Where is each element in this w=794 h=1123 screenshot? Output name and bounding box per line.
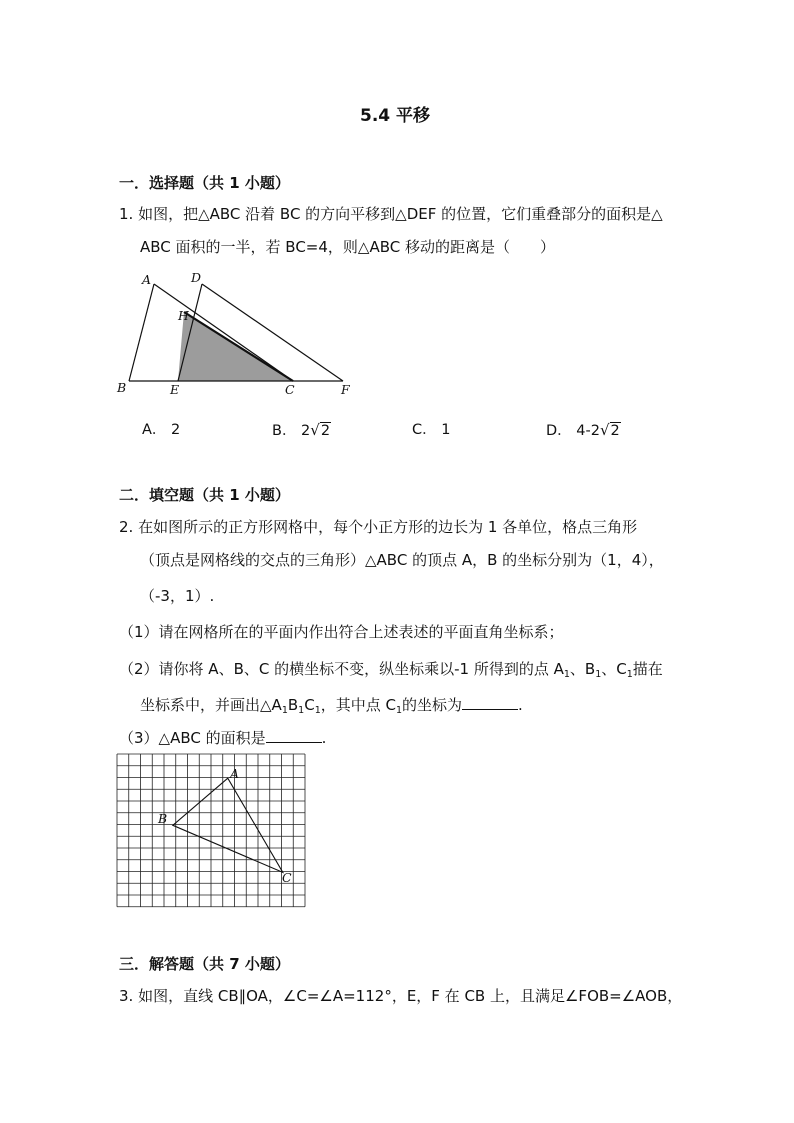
section-heading-fill: 二．填空题（共 1 小题） <box>119 486 290 504</box>
text-fragment: ，其中点 C <box>320 696 396 714</box>
subscript: 1 <box>298 705 305 716</box>
answer-blank[interactable] <box>266 730 322 743</box>
page-title: 5.4 平移 <box>360 106 431 126</box>
label-e: E <box>170 382 180 397</box>
text-fragment: 的坐标为 <box>402 696 463 714</box>
question-1-line-2: ABC 面积的一半，若 BC=4，则△ABC 移动的距离是（ ） <box>140 238 555 256</box>
grid-label-a: A <box>230 766 240 781</box>
question-2-part-2-line-1 <box>119 660 663 680</box>
grid-label-b: B <box>158 811 168 826</box>
sqrt-sign: √2 <box>310 421 331 439</box>
text-fragment: 、C <box>601 660 627 678</box>
subscript: 1 <box>395 705 403 716</box>
label-b: B <box>117 380 127 395</box>
question-1-line-1: 1. 如图，把△ABC 沿着 BC 的方向平移到△DEF 的位置，它们重叠部分的面积是△ <box>119 205 663 223</box>
translation-triangles-figure <box>114 270 354 400</box>
text-fragment: （3）△ABC 的面积是 <box>119 729 266 747</box>
label-c: C <box>285 382 295 397</box>
subscript: 1 <box>595 669 602 680</box>
section-heading-choice: 一．选择题（共 1 小题） <box>119 174 290 192</box>
square-grid <box>117 754 305 907</box>
label-h: H <box>178 308 189 323</box>
option-b-prefix: B． 2 <box>272 423 311 439</box>
question-2-part-2-line-2 <box>140 696 523 716</box>
question-2-line-3: （-3，1）. <box>140 587 215 605</box>
label-f: F <box>341 382 350 397</box>
label-a: A <box>142 272 152 287</box>
text-fragment: （2）请你将 A、B、C 的横坐标不变，纵坐标乘以-1 所得到的点 A <box>119 660 564 678</box>
sqrt-sign: √2 <box>599 421 620 439</box>
answer-blank[interactable] <box>462 697 518 710</box>
subscript: 1 <box>281 705 288 716</box>
text-fragment: . <box>518 696 523 714</box>
text-fragment: B <box>287 696 299 714</box>
option-b-radicand: 2 <box>320 423 331 439</box>
section-heading-answer: 三．解答题（共 7 小题） <box>119 955 290 973</box>
option-d-prefix: D． 4-2 <box>546 423 600 439</box>
text-fragment: 坐标系中，并画出△A <box>140 696 282 714</box>
question-3-line-1: 3. 如图，直线 CB∥OA，∠C=∠A=112°，E，F 在 CB 上，且满足∠FOB=∠AOB， <box>119 987 683 1005</box>
question-2-line-2: （顶点是网格线的交点的三角形）△ABC 的顶点 A，B 的坐标分别为（1，4）， <box>140 551 664 569</box>
subscript: 1 <box>626 669 633 680</box>
text-fragment: C <box>304 696 315 714</box>
question-2-part-1: （1）请在网格所在的平面内作出符合上述表述的平面直角坐标系； <box>119 623 564 641</box>
subscript: 1 <box>314 705 321 716</box>
text-fragment: 、B <box>569 660 596 678</box>
label-d: D <box>191 270 202 285</box>
segment-ba <box>129 284 154 381</box>
triangle-abc <box>173 778 283 872</box>
question-2-line-1: 2. 在如图所示的正方形网格中，每个小正方形的边长为 1 各单位，格点三角形 <box>119 518 638 536</box>
text-fragment: . <box>321 729 327 747</box>
subscript: 1 <box>563 669 570 680</box>
grid-triangle-figure <box>112 748 312 918</box>
option-c: C． 1 <box>412 422 451 438</box>
option-d <box>546 423 621 439</box>
option-a: A． 2 <box>142 422 181 438</box>
text-fragment: 描在 <box>632 660 663 678</box>
option-b <box>272 423 331 439</box>
option-d-radicand: 2 <box>610 423 620 439</box>
question-2-part-3 <box>119 730 326 746</box>
grid-label-c: C <box>282 870 292 885</box>
